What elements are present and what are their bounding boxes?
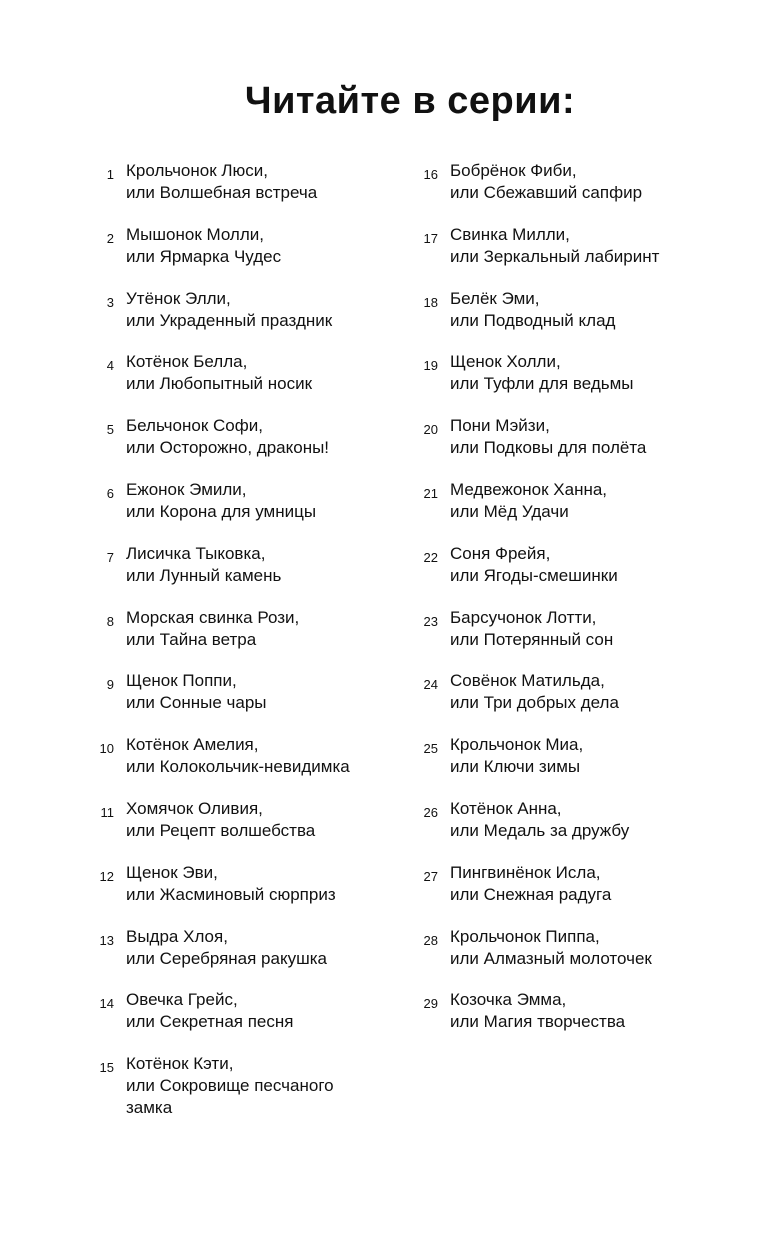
book-number: 10	[99, 741, 114, 757]
book-subtitle: или Тайна ветра	[126, 629, 257, 649]
series-list-left	[92, 160, 412, 1117]
series-list-item	[92, 926, 412, 990]
book-subtitle: или Ярмарка Чудес	[126, 246, 282, 266]
book-subtitle: или Жасминовый сюрприз	[126, 884, 336, 904]
book-subtitle: или Медаль за дружбу	[450, 820, 630, 840]
book-title-block	[450, 798, 752, 842]
book-subtitle: или Мёд Удачи	[450, 501, 569, 521]
book-number: 24	[423, 677, 438, 693]
book-character-name: Козочка Эмма,	[450, 990, 567, 1010]
book-number: 17	[423, 230, 438, 246]
book-number: 16	[423, 167, 438, 182]
series-list-item	[92, 607, 412, 671]
book-subtitle: или Снежная радуга	[450, 884, 612, 904]
series-list-item	[412, 543, 752, 607]
book-title-block	[126, 543, 412, 587]
book-number: 19	[423, 358, 438, 374]
book-title-block	[450, 607, 752, 651]
book-title-block	[450, 160, 752, 204]
book-subtitle: или Ключи зимы	[450, 757, 581, 777]
book-number: 5	[106, 422, 114, 438]
series-list-item	[92, 670, 412, 734]
series-list-item	[92, 160, 412, 224]
book-number: 26	[423, 804, 438, 820]
book-number: 12	[99, 868, 114, 884]
book-title-block	[126, 288, 412, 332]
series-list-item	[412, 351, 752, 415]
book-subtitle: или Подводный клад	[450, 310, 616, 330]
series-list-item	[412, 415, 752, 479]
book-subtitle: или Подковы для полёта	[450, 438, 647, 458]
book-subtitle: или Рецепт волшебства	[126, 820, 316, 840]
book-title-block	[450, 224, 752, 268]
book-number: 11	[100, 804, 114, 820]
book-subtitle: или Зеркальный лабиринт	[450, 246, 660, 266]
book-subtitle: или Алмазный молоточек	[450, 948, 652, 968]
book-number: 6	[106, 485, 114, 501]
book-character-name: Котёнок Кэти,	[126, 1054, 234, 1074]
book-number: 22	[423, 549, 438, 565]
book-title-block	[450, 926, 752, 970]
book-character-name: Котёнок Амелия,	[126, 735, 259, 755]
book-subtitle: или Любопытный носик	[126, 374, 313, 394]
book-number: 29	[423, 996, 438, 1012]
book-subtitle: или Лунный камень	[126, 565, 282, 585]
series-list-item	[412, 734, 752, 798]
series-list-item	[412, 160, 752, 224]
book-subtitle: или Колокольчик-невидимка	[126, 757, 350, 777]
series-list-item	[92, 798, 412, 862]
book-title-block	[126, 798, 412, 842]
book-subtitle: или Потерянный сон	[450, 629, 614, 649]
book-subtitle: или Серебряная ракушка	[126, 948, 328, 968]
book-character-name: Барсучонок Лотти,	[450, 607, 597, 627]
book-character-name: Белёк Эми,	[450, 288, 540, 308]
book-character-name: Крольчонок Люси,	[126, 161, 269, 180]
book-character-name: Мышонок Молли,	[126, 224, 264, 244]
book-title-block	[126, 1053, 412, 1119]
book-number: 27	[423, 868, 438, 884]
book-number: 23	[423, 613, 438, 629]
book-number: 8	[106, 613, 114, 629]
book-character-name: Лисичка Тыковка,	[126, 543, 266, 563]
book-character-name: Пингвинёнок Исла,	[450, 862, 601, 882]
book-number: 9	[106, 677, 114, 693]
book-character-name: Пони Мэйзи,	[450, 416, 550, 436]
book-title-block	[450, 479, 752, 523]
series-list-item	[92, 543, 412, 607]
book-subtitle: или Осторожно, драконы!	[126, 438, 330, 458]
book-title-block	[450, 670, 752, 714]
series-list-item	[92, 479, 412, 543]
book-character-name: Медвежонок Ханна,	[450, 479, 608, 499]
book-character-name: Бобрёнок Фиби,	[450, 161, 577, 180]
book-title-block	[126, 607, 412, 651]
book-character-name: Соня Фрейя,	[450, 543, 551, 563]
book-character-name: Ежонок Эмили,	[126, 479, 247, 499]
series-list-item	[412, 288, 752, 352]
series-list-item	[92, 1053, 412, 1117]
book-subtitle: или Сокровище песчаного	[126, 1076, 334, 1096]
book-number: 3	[106, 294, 114, 310]
series-list-item	[412, 224, 752, 288]
book-character-name: Совёнок Матильда,	[450, 671, 605, 691]
book-title-block	[126, 160, 412, 204]
book-character-name: Щенок Холли,	[450, 352, 561, 372]
book-number: 15	[99, 1060, 114, 1076]
book-subtitle: или Украденный праздник	[126, 310, 333, 330]
series-list-item	[412, 926, 752, 990]
book-character-name: Свинка Милли,	[450, 224, 570, 244]
book-number: 13	[99, 932, 114, 948]
book-number: 18	[423, 294, 438, 310]
book-subtitle: или Магия творчества	[450, 1012, 626, 1032]
book-number: 25	[423, 741, 438, 757]
series-list-item	[92, 734, 412, 798]
series-list-right	[412, 160, 752, 1053]
book-title-block	[126, 862, 412, 906]
book-character-name: Морская свинка Рози,	[126, 607, 300, 627]
book-title-block	[126, 415, 412, 459]
series-list-item	[412, 670, 752, 734]
book-character-name: Овечка Грейс,	[126, 990, 238, 1010]
book-subtitle: или Секретная песня	[126, 1012, 294, 1032]
series-list-item	[412, 798, 752, 862]
book-number: 2	[106, 230, 114, 246]
book-number: 1	[106, 167, 114, 182]
book-title-block	[450, 415, 752, 459]
book-number: 20	[423, 422, 438, 438]
book-title-block	[450, 862, 752, 906]
book-number: 28	[423, 932, 438, 948]
book-title-block	[450, 543, 752, 587]
book-title-block	[126, 670, 412, 714]
book-title-block	[126, 926, 412, 970]
book-subtitle: или Корона для умницы	[126, 501, 317, 521]
series-list-item	[92, 989, 412, 1053]
book-subtitle: или Туфли для ведьмы	[450, 374, 634, 394]
book-character-name: Хомячок Оливия,	[126, 798, 263, 818]
series-list-item	[412, 607, 752, 671]
book-subtitle: или Сбежавший сапфир	[450, 183, 643, 202]
book-title-block	[450, 288, 752, 332]
book-character-name: Утёнок Элли,	[126, 288, 231, 308]
series-list-item	[92, 862, 412, 926]
book-number: 14	[99, 996, 114, 1012]
book-character-name: Крольчонок Миа,	[450, 735, 584, 755]
book-character-name: Котёнок Анна,	[450, 798, 562, 818]
book-title-block	[450, 734, 752, 778]
book-title-block	[450, 351, 752, 395]
book-number: 4	[106, 358, 114, 374]
book-title-block	[126, 734, 412, 778]
book-title-block	[450, 989, 752, 1033]
series-list-item	[412, 862, 752, 926]
book-subtitle: или Сонные чары	[126, 693, 267, 713]
series-list-item	[92, 288, 412, 352]
book-title-block	[126, 479, 412, 523]
book-subtitle: или Волшебная встреча	[126, 183, 318, 202]
book-subtitle: замка	[126, 1098, 173, 1118]
book-title-block	[126, 224, 412, 268]
book-character-name: Бельчонок Софи,	[126, 416, 263, 436]
book-character-name: Щенок Эви,	[126, 862, 218, 882]
book-character-name: Крольчонок Пиппа,	[450, 926, 600, 946]
book-number: 7	[106, 549, 114, 565]
book-title-block	[126, 989, 412, 1033]
book-character-name: Выдра Хлоя,	[126, 926, 228, 946]
series-list-item	[92, 351, 412, 415]
series-list-item	[412, 479, 752, 543]
book-subtitle: или Три добрых дела	[450, 693, 619, 713]
series-list-item	[92, 224, 412, 288]
book-character-name: Котёнок Белла,	[126, 352, 248, 372]
book-subtitle: или Ягоды-смешинки	[450, 565, 618, 585]
book-character-name: Щенок Поппи,	[126, 671, 237, 691]
series-list-item	[92, 415, 412, 479]
series-list-item	[412, 989, 752, 1053]
page-title: Читайте в серии:	[244, 80, 576, 122]
book-number: 21	[423, 485, 438, 501]
book-title-block	[126, 351, 412, 395]
